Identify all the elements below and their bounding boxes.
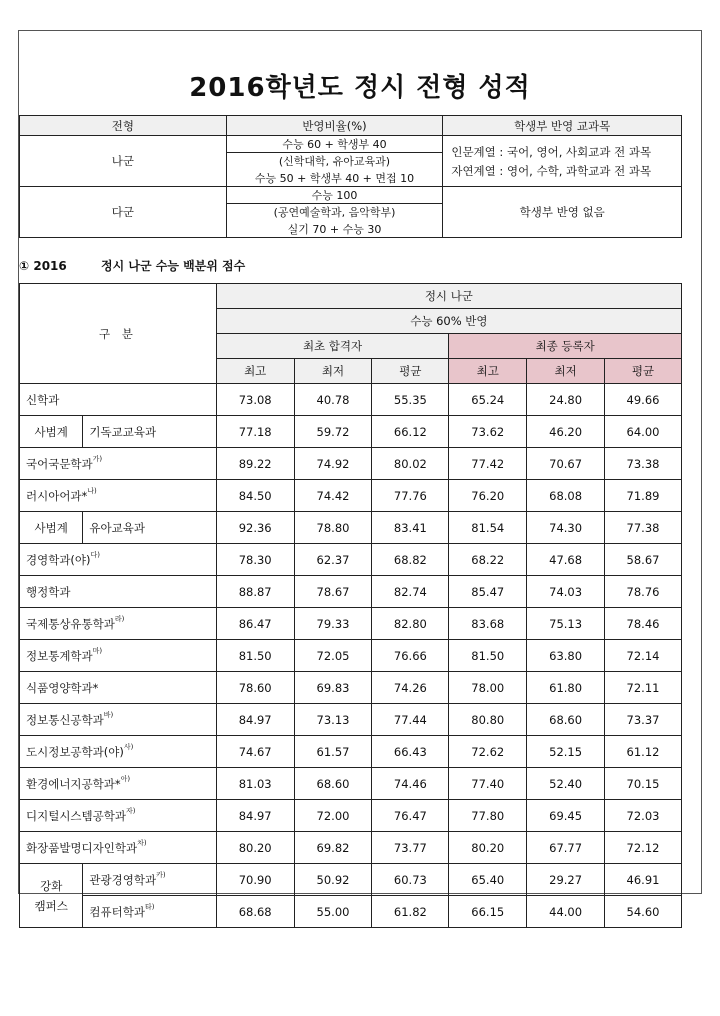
footnote-marker: 마): [92, 646, 103, 655]
score-cell: 84.97: [216, 704, 294, 736]
score-cell: 92.36: [216, 512, 294, 544]
score-cell: 77.42: [449, 448, 527, 480]
score-cell: 85.47: [449, 576, 527, 608]
da-ratio-1: 수능 100: [226, 187, 443, 204]
score-cell: 78.60: [216, 672, 294, 704]
score-cell: 29.27: [527, 864, 605, 896]
footnote-marker: 나): [87, 486, 97, 495]
score-cell: 80.80: [449, 704, 527, 736]
score-cell: 78.00: [449, 672, 527, 704]
score-cell: 78.76: [605, 576, 682, 608]
department-name: [20, 480, 217, 512]
score-cell: 72.00: [294, 800, 372, 832]
score-cell: 82.80: [372, 608, 449, 640]
score-cell: 59.72: [294, 416, 372, 448]
score-cell: 46.91: [605, 864, 682, 896]
footnote-marker: 바): [103, 710, 114, 719]
top-header: 정시 나군: [216, 284, 681, 309]
score-cell: 61.57: [294, 736, 372, 768]
score-cell: 78.67: [294, 576, 372, 608]
score-cell: 73.77: [372, 832, 449, 864]
department-name: [20, 384, 217, 416]
department-label: 유아교육과: [89, 520, 145, 535]
table-row: [20, 672, 682, 704]
department-label: 도시정보공학과(야): [26, 744, 124, 759]
score-cell: 83.68: [449, 608, 527, 640]
score-cell: 70.67: [527, 448, 605, 480]
department-name: [20, 448, 217, 480]
table-row: [20, 576, 682, 608]
table-row: [20, 608, 682, 640]
score-cell: 72.05: [294, 640, 372, 672]
score-cell: 77.80: [449, 800, 527, 832]
footnote-marker: 카): [156, 870, 166, 879]
score-cell: 75.13: [527, 608, 605, 640]
department-label: 컴퓨터학과: [89, 904, 145, 919]
section-number: ① 2016: [19, 259, 67, 273]
score-cell: 76.66: [372, 640, 449, 672]
score-cell: 84.97: [216, 800, 294, 832]
score-cell: 50.92: [294, 864, 372, 896]
score-cell: 78.30: [216, 544, 294, 576]
score-cell: 81.50: [449, 640, 527, 672]
score-cell: 68.60: [527, 704, 605, 736]
score-cell: 80.20: [216, 832, 294, 864]
score-cell: 55.00: [294, 896, 372, 928]
department-label: 환경에너지공학과*: [26, 776, 121, 791]
score-cell: 74.67: [216, 736, 294, 768]
score-cell: 71.89: [605, 480, 682, 512]
score-cell: 81.03: [216, 768, 294, 800]
department-name: [20, 608, 217, 640]
footnote-marker: 아): [120, 774, 131, 783]
score-cell: 74.26: [372, 672, 449, 704]
score-cell: 61.80: [527, 672, 605, 704]
col-max: 최고: [216, 359, 294, 384]
score-cell: 60.73: [372, 864, 449, 896]
department-label: 경영학과(야): [26, 552, 91, 567]
score-cell: 82.74: [372, 576, 449, 608]
footnote-marker: 타): [144, 902, 155, 911]
score-cell: 76.47: [372, 800, 449, 832]
table-row: [20, 384, 682, 416]
score-cell: 40.78: [294, 384, 372, 416]
score-cell: 66.43: [372, 736, 449, 768]
admission-table: [19, 115, 682, 238]
department-name: [20, 768, 217, 800]
score-cell: 66.15: [449, 896, 527, 928]
score-cell: 67.77: [527, 832, 605, 864]
table-row: [20, 864, 682, 896]
score-cell: 49.66: [605, 384, 682, 416]
score-cell: 73.38: [605, 448, 682, 480]
score-cell: 72.62: [449, 736, 527, 768]
department-label: 국어국문학과: [26, 456, 93, 471]
score-cell: 44.00: [527, 896, 605, 928]
score-cell: 74.03: [527, 576, 605, 608]
score-cell: 73.62: [449, 416, 527, 448]
score-cell: 74.46: [372, 768, 449, 800]
col-avg: 평균: [372, 359, 449, 384]
score-cell: 72.03: [605, 800, 682, 832]
score-cell: 69.45: [527, 800, 605, 832]
campus-group-line-2: 캠퍼스: [34, 898, 68, 913]
score-cell: 65.40: [449, 864, 527, 896]
group-first-admits: 최초 합격자: [216, 334, 449, 359]
score-cell: 61.12: [605, 736, 682, 768]
score-cell: 68.08: [527, 480, 605, 512]
score-cell: 80.20: [449, 832, 527, 864]
score-table-corner: 구 분: [20, 284, 217, 384]
footnote-marker: 라): [114, 614, 125, 623]
na-subjects: [443, 136, 682, 187]
score-cell: 24.80: [527, 384, 605, 416]
table-row: [20, 800, 682, 832]
department-label: 국제통상유통학과: [26, 616, 115, 631]
footnote-marker: 사): [123, 742, 134, 751]
section-title: 정시 나군 수능 백분위 점수: [101, 259, 246, 273]
header-ratio: 반영비율(%): [226, 116, 443, 136]
department-label: 정보통계학과: [26, 648, 93, 663]
table-row: [20, 736, 682, 768]
department-name: [20, 800, 217, 832]
score-cell: 78.46: [605, 608, 682, 640]
col-min-final: 최저: [527, 359, 605, 384]
score-cell: 73.08: [216, 384, 294, 416]
table-row: [20, 896, 682, 928]
department-label: 화장품발명디자인학과: [26, 840, 138, 855]
score-cell: 78.80: [294, 512, 372, 544]
da-ratio-3: 실기 70 + 수능 30: [226, 221, 443, 238]
department-label: 기독교교육과: [89, 424, 157, 439]
score-cell: 77.76: [372, 480, 449, 512]
score-cell: 70.15: [605, 768, 682, 800]
table-row: [20, 768, 682, 800]
department-name: [83, 416, 216, 448]
score-cell: 74.92: [294, 448, 372, 480]
score-cell: 58.67: [605, 544, 682, 576]
header-subjects: 학생부 반영 교과목: [443, 116, 682, 136]
score-cell: 88.87: [216, 576, 294, 608]
row-group: 사범계: [20, 416, 83, 448]
score-cell: 62.37: [294, 544, 372, 576]
score-cell: 47.68: [527, 544, 605, 576]
table-row: [20, 480, 682, 512]
score-cell: 81.50: [216, 640, 294, 672]
department-name: [83, 864, 216, 896]
department-label: 디지털시스템공학과: [26, 808, 126, 823]
score-table: [19, 283, 682, 928]
table-row: [20, 512, 682, 544]
score-cell: 68.22: [449, 544, 527, 576]
department-name: [20, 704, 217, 736]
score-cell: 54.60: [605, 896, 682, 928]
department-label: 관광경영학과: [89, 872, 157, 887]
score-cell: 77.18: [216, 416, 294, 448]
score-cell: 61.82: [372, 896, 449, 928]
score-cell: 55.35: [372, 384, 449, 416]
department-label: 러시아어과*: [26, 488, 88, 503]
score-cell: 76.20: [449, 480, 527, 512]
footnote-marker: 다): [90, 550, 101, 559]
na-ratio-3: 수능 50 + 학생부 40 + 면접 10: [226, 170, 443, 187]
table-row: [20, 832, 682, 864]
score-cell: 63.80: [527, 640, 605, 672]
footnote-marker: 차): [137, 838, 147, 847]
score-cell: 73.13: [294, 704, 372, 736]
score-cell: 65.24: [449, 384, 527, 416]
na-label: 나군: [20, 136, 227, 187]
na-ratio-2: (신학대학, 유아교육과): [226, 153, 443, 170]
score-cell: 72.14: [605, 640, 682, 672]
score-cell: 84.50: [216, 480, 294, 512]
score-cell: 70.90: [216, 864, 294, 896]
score-cell: 52.40: [527, 768, 605, 800]
score-cell: 74.42: [294, 480, 372, 512]
score-cell: 68.68: [216, 896, 294, 928]
section-heading: [19, 257, 245, 274]
score-cell: 66.12: [372, 416, 449, 448]
score-cell: 73.37: [605, 704, 682, 736]
department-name: [20, 640, 217, 672]
group-final-registrants: 최종 등록자: [449, 334, 682, 359]
score-cell: 83.41: [372, 512, 449, 544]
campus-group-line-1: 강화: [40, 878, 63, 893]
score-cell: 74.30: [527, 512, 605, 544]
da-label: 다군: [20, 187, 227, 238]
page-title: 2016학년도 정시 전형 성적: [189, 73, 531, 103]
score-cell: 69.82: [294, 832, 372, 864]
row-group: 사범계: [20, 512, 83, 544]
score-cell: 77.40: [449, 768, 527, 800]
department-label: 신학과: [26, 392, 60, 407]
score-cell: 72.11: [605, 672, 682, 704]
col-min: 최저: [294, 359, 372, 384]
sub-header: 수능 60% 반영: [216, 309, 681, 334]
score-cell: 52.15: [527, 736, 605, 768]
table-row: [20, 704, 682, 736]
department-label: 정보통신공학과: [26, 712, 104, 727]
campus-group: [20, 864, 83, 928]
score-cell: 77.38: [605, 512, 682, 544]
da-ratio-2: (공연예술학과, 음악학부): [226, 204, 443, 221]
department-name: [20, 832, 217, 864]
header-type: 전형: [20, 116, 227, 136]
department-label: 행정학과: [26, 584, 71, 599]
table-row: [20, 416, 682, 448]
score-cell: 81.54: [449, 512, 527, 544]
score-cell: 86.47: [216, 608, 294, 640]
department-name: [20, 576, 217, 608]
department-name: [20, 736, 217, 768]
table-row: [20, 544, 682, 576]
table-row: [20, 448, 682, 480]
department-name: [83, 896, 216, 928]
da-subjects: 학생부 반영 없음: [443, 187, 682, 238]
score-cell: 79.33: [294, 608, 372, 640]
department-label: 식품영양학과*: [26, 680, 99, 695]
table-row: [20, 640, 682, 672]
col-avg-final: 평균: [605, 359, 682, 384]
score-cell: 69.83: [294, 672, 372, 704]
footnote-marker: 자): [125, 806, 136, 815]
footnote-marker: 가): [92, 454, 103, 463]
score-cell: 68.60: [294, 768, 372, 800]
score-cell: 80.02: [372, 448, 449, 480]
document-page: [18, 30, 702, 919]
department-name: [20, 544, 217, 576]
score-cell: 89.22: [216, 448, 294, 480]
department-name: [20, 672, 217, 704]
score-cell: 68.82: [372, 544, 449, 576]
score-cell: 72.12: [605, 832, 682, 864]
na-ratio-1: 수능 60 + 학생부 40: [226, 136, 443, 153]
col-max-final: 최고: [449, 359, 527, 384]
score-cell: 64.00: [605, 416, 682, 448]
na-subject-2: 자연계열 : 영어, 수학, 과학교과 전 과목: [451, 163, 652, 178]
score-cell: 46.20: [527, 416, 605, 448]
score-cell: 77.44: [372, 704, 449, 736]
department-name: [83, 512, 216, 544]
na-subject-1: 인문계열 : 국어, 영어, 사회교과 전 과목: [451, 144, 652, 159]
